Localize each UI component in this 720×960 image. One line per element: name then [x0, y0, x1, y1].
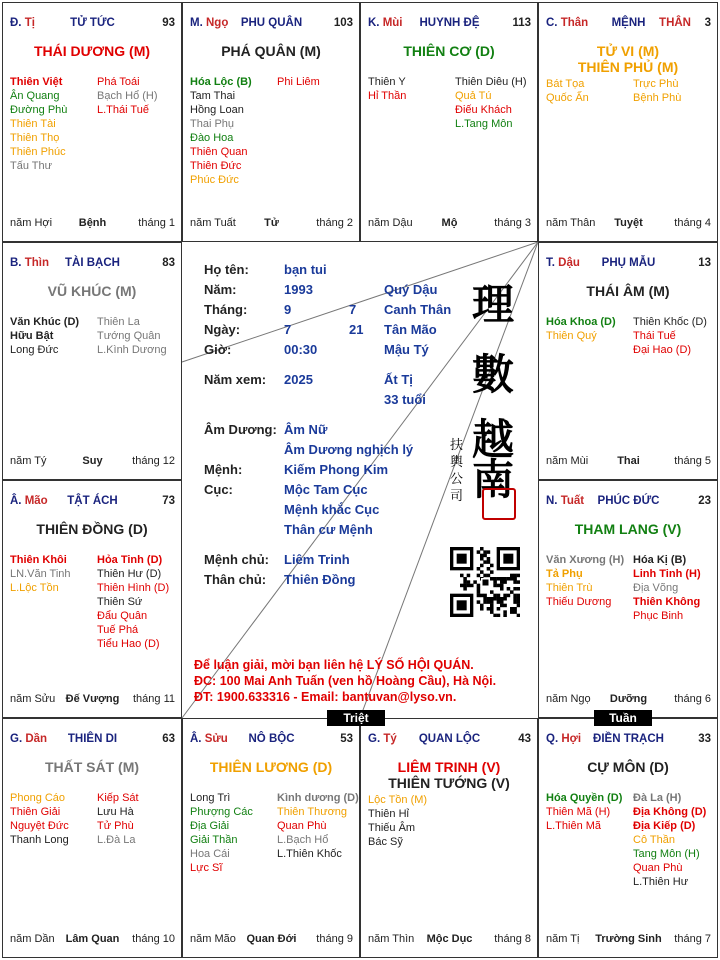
minor-star: Phá Toái [97, 76, 140, 88]
main-star: VŨ KHÚC (M) [47, 283, 137, 299]
life-stage: Suy [82, 455, 103, 467]
minor-star: Trực Phù [633, 78, 679, 90]
month-label: tháng 8 [494, 933, 531, 945]
contact-line-1: Để luận giải, mời bạn liên hệ LÝ SỐ HỘI QUÁN. [194, 658, 474, 672]
palace-score: 53 [340, 733, 353, 745]
minor-star: Thiên Phúc [10, 146, 66, 158]
minor-star: Đào Hoa [190, 132, 234, 144]
minor-star: Kình dương (D) [277, 792, 359, 804]
main-star: THÁI ÂM (M) [586, 283, 670, 299]
can-chi: B. Thìn [10, 257, 49, 269]
minor-star: Thiên Quý [546, 330, 597, 342]
month-label: tháng 7 [674, 933, 711, 945]
minor-star: Đại Hao (D) [633, 344, 692, 356]
year-label: năm Dần [10, 933, 55, 945]
am-duong-note: Âm Dương nghịch lý [284, 442, 414, 457]
can-chi: K. Mùi [368, 17, 403, 29]
minor-star: Kiếp Sát [97, 792, 139, 804]
main-stars [3, 759, 181, 775]
minor-star: Quốc Ấn [546, 92, 589, 104]
month-label: tháng 3 [494, 217, 531, 229]
than-chu-label: Thân chủ: [204, 572, 267, 587]
minor-star: Đà La (H) [633, 792, 682, 804]
minor-star: Quả Tú [455, 90, 492, 102]
minor-star: Thiên Quan [190, 146, 248, 158]
view-year-value: 2025 [284, 372, 313, 387]
minor-stars-left [546, 77, 589, 105]
than-chu-value: Thiên Đồng [284, 572, 356, 587]
minor-star: L.Thiên Mã [546, 820, 602, 832]
minor-star: Ân Quang [10, 90, 60, 102]
minor-star: Quan Phù [633, 862, 683, 874]
am-duong-label: Âm Dương: [204, 422, 277, 437]
palace-score: 73 [162, 495, 175, 507]
minor-star: Hóa Quyền (D) [546, 792, 623, 804]
palace-cell-dan [2, 718, 182, 958]
calligraphy-char-1: 理 [472, 280, 515, 329]
minor-stars-right [97, 315, 167, 357]
palace-header [190, 17, 353, 31]
minor-stars-right [633, 553, 701, 623]
menh-chu-value: Liêm Trinh [284, 552, 350, 567]
life-stage: Quan Đới [246, 933, 297, 945]
minor-star: Thiên Khốc (D) [633, 316, 707, 328]
minor-stars-left [546, 553, 624, 609]
calligraphy-char-2: 數 [472, 350, 515, 399]
can-chi: G. Tý [368, 733, 397, 745]
main-stars [361, 43, 537, 59]
minor-star: Thiên Hỉ [368, 808, 409, 820]
minor-star: Phục Binh [633, 610, 684, 622]
minor-star: Thiên Tài [10, 118, 56, 130]
minor-stars-left [190, 791, 253, 875]
minor-stars-right [633, 77, 681, 105]
main-star: TỬ VI (M) [596, 43, 660, 59]
minor-star: Thiên Y [368, 76, 406, 88]
minor-star: Hóa Khoa (D) [546, 316, 616, 328]
palace-score: 103 [333, 17, 353, 29]
palace-name: PHU QUÂN [240, 17, 303, 29]
center-info-panel [182, 242, 538, 718]
minor-stars-right [97, 553, 169, 651]
cuc-note-1: Mệnh khắc Cục [284, 502, 380, 517]
minor-star: Tả Phụ [546, 568, 583, 580]
minor-stars-right [97, 791, 139, 847]
palace-cell-ty [360, 718, 538, 958]
can-chi: C. Thân [546, 17, 589, 29]
can-chi: Q. Hợi [546, 733, 582, 745]
minor-star: Thiên Trù [546, 582, 593, 594]
palace-header [10, 733, 175, 747]
palace-cell-mao [2, 480, 182, 718]
minor-star: Bát Tọa [546, 78, 585, 90]
month-ganzhi: Canh Thân [384, 302, 452, 317]
minor-star: Tiểu Hao (D) [97, 638, 160, 650]
minor-star: Thiên Hư (D) [97, 568, 162, 580]
palace-score: 93 [162, 17, 175, 29]
main-stars [3, 521, 181, 537]
palace-cell-mui [360, 2, 538, 242]
minor-stars-right [633, 791, 706, 889]
minor-star: Nguyệt Đức [10, 820, 69, 832]
menh-value: Kiếm Phong Kim [284, 462, 389, 477]
hour-label: Giờ: [204, 342, 232, 357]
minor-star: Thiên Thương [277, 806, 348, 818]
minor-star: L.Thái Tuế [97, 104, 149, 116]
palace-cell-tuat [538, 480, 718, 718]
minor-star: Bệnh Phù [633, 92, 682, 104]
minor-stars-left [546, 791, 622, 833]
minor-star: Tướng Quân [97, 330, 161, 342]
minor-star: L.Thiên Khốc [277, 848, 342, 860]
year-label: năm Thìn [368, 933, 415, 945]
minor-stars-right [633, 315, 707, 357]
can-chi: M. Ngọ [190, 17, 229, 29]
palace-cell-suu [182, 718, 360, 958]
palace-name: THIÊN DI [67, 733, 118, 745]
hour-value: 00:30 [284, 342, 318, 357]
minor-star: Thiên Không [633, 596, 701, 608]
palace-footer [190, 217, 353, 229]
minor-star: Hóa Kị (B) [633, 554, 687, 566]
minor-star: Thiên Thọ [10, 132, 60, 144]
minor-star: L.Tang Môn [455, 118, 513, 130]
month-lunar: 7 [349, 302, 357, 317]
minor-stars-left [368, 75, 406, 103]
palace-footer [546, 933, 711, 945]
minor-star: Thái Tuế [633, 330, 676, 342]
palace-score: 3 [704, 17, 711, 29]
minor-star: Bạch Hổ (H) [97, 90, 158, 102]
minor-stars-left [10, 75, 67, 173]
palace-score: 63 [162, 733, 175, 745]
minor-star: Giải Thần [190, 834, 238, 846]
minor-stars-right [277, 75, 320, 89]
minor-stars-left [190, 75, 252, 187]
minor-star: Phong Cáo [10, 792, 66, 804]
palace-footer [546, 693, 711, 705]
month-label: tháng 12 [132, 455, 175, 467]
palace-footer [10, 217, 175, 229]
minor-star: Thiên Sứ [97, 596, 143, 608]
minor-star: Phượng Các [190, 806, 253, 818]
main-stars [3, 283, 181, 299]
month-label: tháng 11 [132, 693, 175, 705]
palace-name: TÀI BẠCH [65, 257, 120, 269]
main-star: THIÊN CƠ (D) [403, 43, 495, 59]
minor-star: Cô Thần [633, 834, 675, 846]
calligraphy-char-3: 越 [472, 415, 515, 464]
can-chi: T. Dậu [546, 257, 580, 269]
minor-star: Tang Môn (H) [633, 848, 700, 860]
palace-header [546, 257, 711, 271]
minor-star: Hồng Loan [190, 104, 244, 116]
view-year-label: Năm xem: [204, 372, 267, 387]
minor-star: Thanh Long [10, 834, 69, 846]
cuc-label: Cục: [204, 482, 233, 497]
palace-header [190, 733, 353, 747]
life-stage: Dưỡng [609, 693, 648, 705]
month-label: tháng 1 [138, 217, 175, 229]
name-label: Họ tên: [204, 262, 249, 277]
contact-line-3: ĐT: 1900.633316 - Email: bantuvan@lyso.vn. [194, 690, 457, 704]
year-label: năm Sửu [10, 693, 56, 705]
palace-cell-hoi [538, 718, 718, 958]
minor-stars-left [10, 553, 71, 595]
year-label: năm Mão [190, 933, 236, 945]
life-stage: Thai [617, 455, 640, 467]
minor-star: Long Đức [10, 344, 59, 356]
main-star: LIÊM TRINH (V) [397, 759, 501, 775]
minor-stars-right [277, 791, 359, 861]
than-tag: THÂN [659, 17, 691, 29]
minor-star: Lực Sĩ [190, 862, 223, 874]
minor-star: Văn Xương (H) [546, 554, 625, 566]
palace-name: TẬT ÁCH [67, 495, 118, 507]
palace-name: HUYNH ĐỆ [419, 17, 480, 29]
palace-header [10, 495, 175, 509]
minor-star: L.Thiên Hư [633, 876, 689, 888]
main-star: THIÊN ĐỒNG (D) [36, 521, 148, 537]
minor-star: Đường Phù [10, 104, 68, 116]
minor-star: Điếu Khách [455, 104, 512, 116]
year-label: năm Ngọ [546, 693, 591, 705]
main-stars [539, 521, 717, 537]
minor-star: Tử Phù [97, 820, 134, 832]
main-stars [361, 759, 537, 791]
palace-name: PHÚC ĐỨC [597, 495, 660, 507]
main-stars [3, 43, 181, 59]
main-star: THÁI DƯƠNG (M) [33, 43, 151, 59]
main-stars [539, 43, 717, 75]
minor-star: Địa Không (D) [633, 806, 707, 818]
minor-star: Long Trì [190, 792, 231, 804]
qr-code [450, 547, 520, 617]
minor-star: Thiên Diêu (H) [455, 76, 527, 88]
life-stage: Bệnh [78, 217, 107, 229]
minor-star: Thiên La [97, 316, 140, 328]
palace-header [10, 257, 175, 271]
view-year-ganzhi: Ất Tị [384, 372, 413, 387]
palace-cell-ngo [182, 2, 360, 242]
day-lunar: 21 [349, 322, 364, 337]
life-stage: Tuyệt [614, 217, 643, 229]
minor-star: Thiên Hình (D) [97, 582, 170, 594]
minor-star: Hóa Lộc (B) [190, 76, 252, 88]
calligraphy-char-4: 南 [472, 455, 515, 504]
month-label: tháng 5 [674, 455, 711, 467]
minor-star: Thiếu Dương [546, 596, 612, 608]
main-stars [539, 283, 717, 299]
palace-header [546, 17, 711, 31]
minor-star: Linh Tinh (H) [633, 568, 701, 580]
palace-name: NÔ BỘC [248, 733, 295, 745]
year-ganzhi: Quý Dậu [384, 282, 438, 297]
life-stage: Trường Sinh [595, 933, 662, 945]
minor-stars-left [368, 793, 427, 849]
palace-score: 83 [162, 257, 175, 269]
palace-header [546, 495, 711, 509]
year-label: Năm: [204, 282, 237, 297]
year-label: năm Mùi [546, 455, 589, 467]
palace-footer [368, 933, 531, 945]
hour-ganzhi: Mậu Tý [384, 342, 429, 357]
year-label: năm Thân [546, 217, 596, 229]
minor-star: Văn Khúc (D) [10, 316, 80, 328]
palace-score: 23 [698, 495, 711, 507]
minor-star: Thiên Đức [190, 160, 242, 172]
minor-stars-right [97, 75, 158, 117]
palace-header [546, 733, 711, 747]
seal-small-text: 扶 輿 公 司 [450, 438, 464, 504]
minor-star: L.Đà La [97, 834, 136, 846]
minor-star: L.Bạch Hổ [277, 834, 329, 846]
red-seal-stamp [482, 488, 516, 520]
minor-star: L.Lộc Tồn [10, 582, 59, 594]
main-star: PHÁ QUÂN (M) [221, 43, 321, 59]
main-star: THIÊN TƯỚNG (V) [388, 775, 510, 791]
year-label: năm Dậu [368, 217, 413, 229]
minor-star: Thiên Giải [10, 806, 61, 818]
minor-star: Thiên Việt [10, 76, 63, 88]
day-ganzhi: Tân Mão [384, 322, 437, 337]
minor-star: Địa Giải [190, 820, 230, 832]
palace-footer [368, 217, 531, 229]
minor-star: Hoa Cái [190, 848, 230, 860]
main-star: CỰ MÔN (D) [587, 759, 669, 775]
minor-star: Quan Phù [277, 820, 327, 832]
life-stage: Lâm Quan [65, 933, 120, 945]
minor-star: Bác Sỹ [368, 836, 403, 848]
am-duong-value: Âm Nữ [284, 422, 328, 437]
minor-stars-left [10, 791, 69, 847]
minor-stars-left [10, 315, 79, 357]
minor-star: Phi Liêm [277, 76, 320, 88]
month-label: tháng 4 [674, 217, 711, 229]
triet-badge: Triệt [327, 710, 385, 726]
month-label: tháng 10 [132, 933, 175, 945]
day-label: Ngày: [204, 322, 241, 337]
life-stage: Mộ [441, 217, 458, 229]
can-chi: G. Dần [10, 733, 48, 745]
day-solar: 7 [284, 322, 292, 337]
can-chi: Â. Sửu [190, 733, 228, 745]
main-star: THIÊN PHỦ (M) [577, 59, 679, 75]
minor-star: Thiên Mã (H) [546, 806, 611, 818]
cuc-note-2: Thân cư Mệnh [284, 522, 373, 537]
contact-line-2: ĐC: 100 Mai Anh Tuấn (ven hồ Hoàng Cầu), Hà Nội. [194, 674, 497, 688]
main-star: THẤT SÁT (M) [44, 759, 140, 775]
month-label: tháng 2 [316, 217, 353, 229]
palace-cell-ti [2, 2, 182, 242]
palace-cell-thin [2, 242, 182, 480]
minor-star: Hỉ Thần [368, 90, 407, 102]
life-stage: Tử [264, 217, 279, 229]
minor-star: Tuế Phá [97, 624, 139, 636]
minor-star: Hữu Bật [10, 330, 54, 342]
minor-star: L.Kình Dương [97, 344, 167, 356]
palace-footer [10, 933, 175, 945]
minor-star: Lộc Tồn (M) [368, 794, 428, 806]
minor-star: Tam Thai [190, 90, 236, 102]
palace-footer [546, 217, 711, 229]
life-stage: Đế Vượng [65, 693, 120, 705]
tuan-badge: Tuần [594, 710, 652, 726]
main-stars [183, 43, 359, 59]
year-value: 1993 [284, 282, 313, 297]
month-label: tháng 9 [316, 933, 353, 945]
palace-name: QUAN LỘC [418, 733, 481, 745]
year-label: năm Tuất [190, 217, 236, 229]
palace-header [368, 17, 531, 31]
palace-footer [190, 933, 353, 945]
life-stage: Mộc Dục [426, 933, 473, 945]
minor-stars-right [455, 75, 527, 131]
month-label: Tháng: [204, 302, 248, 317]
minor-stars-left [546, 315, 616, 343]
palace-score: 113 [512, 17, 531, 29]
year-label: năm Hợi [10, 217, 53, 229]
palace-score: 33 [698, 733, 711, 745]
minor-star: Địa Võng [633, 582, 679, 594]
minor-star: Tấu Thư [10, 160, 53, 172]
minor-star: Hỏa Tinh (D) [97, 554, 163, 566]
palace-footer [10, 693, 175, 705]
month-label: tháng 6 [674, 693, 711, 705]
minor-star: Thiên Khôi [10, 554, 67, 566]
palace-footer [10, 455, 175, 467]
year-label: năm Tị [546, 933, 580, 945]
can-chi: Đ. Tị [10, 17, 35, 29]
minor-star: Đẩu Quân [97, 610, 148, 622]
main-star: THAM LANG (V) [574, 521, 682, 537]
can-chi: N. Tuất [546, 495, 585, 507]
palace-header [10, 17, 175, 31]
minor-star: Lưu Hà [97, 806, 134, 818]
age-value: 33 tuổi [384, 392, 426, 407]
menh-label: Mệnh: [204, 462, 243, 477]
minor-star: Thiếu Âm [368, 822, 416, 834]
minor-star: LN.Văn Tinh [10, 568, 71, 580]
palace-cell-dau [538, 242, 718, 480]
palace-header [368, 733, 531, 747]
palace-score: 43 [518, 733, 531, 745]
palace-name: MỆNH [611, 17, 646, 29]
minor-star: Phúc Đức [190, 174, 239, 186]
cuc-value: Mộc Tam Cục [284, 482, 368, 497]
name-value: bạn tui [284, 262, 327, 277]
main-stars [183, 759, 359, 775]
palace-cell-than [538, 2, 718, 242]
palace-name: PHỤ MẪU [601, 257, 656, 269]
minor-star: Địa Kiếp (D) [633, 820, 696, 832]
palace-name: ĐIỀN TRẠCH [593, 733, 664, 745]
month-solar: 9 [284, 302, 292, 317]
minor-star: Thai Phụ [190, 118, 235, 130]
palace-score: 13 [698, 257, 711, 269]
palace-footer [546, 455, 711, 467]
main-star: THIÊN LƯƠNG (D) [209, 759, 333, 775]
can-chi: Â. Mão [10, 495, 48, 507]
menh-chu-label: Mệnh chủ: [204, 552, 269, 567]
main-stars [539, 759, 717, 775]
year-label: năm Tý [10, 455, 47, 467]
palace-name: TỬ TỨC [70, 17, 115, 29]
